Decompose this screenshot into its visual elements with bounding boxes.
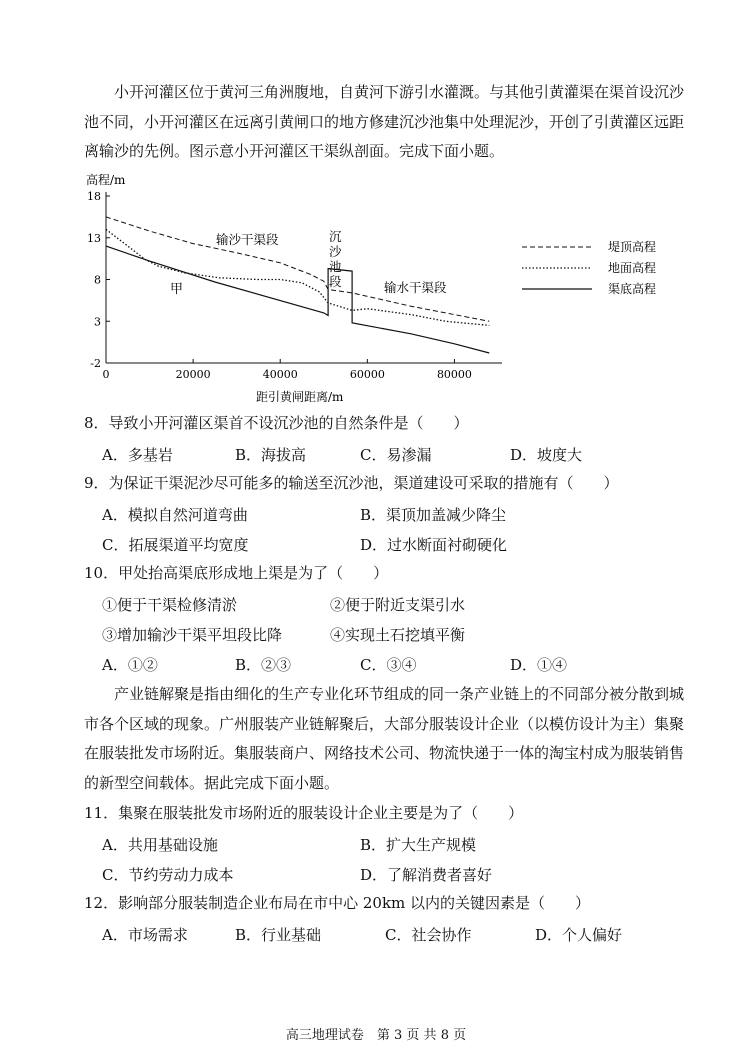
q8-option-b[interactable]: B．海拔高	[235, 446, 307, 464]
q10-option-a[interactable]: A．①②	[102, 656, 158, 674]
legend-label-ground: 地面高程	[608, 261, 657, 275]
label-basin-c2: 沙	[329, 244, 342, 259]
q9-option-d[interactable]: D．过水断面衬砌硬化	[360, 536, 508, 554]
q12-option-c[interactable]: C．社会协作	[385, 926, 472, 944]
q12-stem: 12．影响部分服装制造企业布局在市中心 20km 以内的关键因素是（ ）	[84, 894, 591, 912]
canal-profile-chart	[0, 168, 752, 408]
q11-option-d[interactable]: D．了解消费者喜好	[360, 866, 493, 884]
q9-option-b[interactable]: B．渠顶加盖减少降尘	[360, 506, 507, 524]
y-tick-label: 13	[87, 231, 101, 245]
x-tick-label: 80000	[436, 368, 472, 381]
q11-option-a[interactable]: A．共用基础设施	[102, 836, 218, 854]
q10-statement-3: ③增加输沙干渠平坦段比降	[102, 626, 283, 644]
q10-option-b[interactable]: B．②③	[235, 656, 292, 674]
label-basin-c4: 段	[329, 274, 342, 289]
x-tick-label: 40000	[262, 368, 298, 381]
q9-stem: 9．为保证干渠泥沙尽可能多的输送至沉沙池，渠道建设可采取的措施有（ ）	[84, 474, 619, 492]
y-tick-label: -2	[90, 357, 101, 370]
q8-option-a[interactable]: A．多基岩	[102, 446, 173, 464]
y-tick-label: 8	[94, 273, 101, 287]
q8-stem: 8．导致小开河灌区渠首不设沉沙池的自然条件是（ ）	[84, 414, 469, 432]
q12-option-d[interactable]: D．个人偏好	[535, 926, 623, 944]
q10-option-d[interactable]: D．①④	[510, 656, 568, 674]
chart-axes	[106, 192, 502, 363]
intro-paragraph-1: 小开河灌区位于黄河三角洲腹地，自黄河下游引水灌溉。与其他引黄灌渠在渠首设沉沙池不同，小开河灌区在远离引黄闸口的地方修建沉沙池集中处理泥沙，开创了引黄灌区远距离输沙的先例。图示意小开河灌区干渠纵剖面。完成下面小题。	[84, 83, 685, 160]
y-axis-label: 高程/m	[86, 173, 126, 187]
q9-option-a[interactable]: A．模拟自然河道弯曲	[102, 506, 248, 524]
q9-option-c[interactable]: C．拓展渠道平均宽度	[102, 536, 249, 554]
q12-option-a[interactable]: A．市场需求	[102, 926, 188, 944]
q10-statement-1: ①便于干渠检修清淤	[102, 596, 238, 614]
q11-option-b[interactable]: B．扩大生产规模	[360, 836, 477, 854]
page-footer: 高三地理试卷 第 3 页 共 8 页	[285, 1028, 467, 1043]
y-tick-label: 3	[94, 315, 101, 329]
q12-option-b[interactable]: B．行业基础	[235, 926, 322, 944]
y-tick-label: 18	[87, 190, 101, 203]
q11-stem: 11．集聚在服装批发市场附近的服装设计企业主要是为了（ ）	[84, 804, 524, 822]
legend	[522, 239, 656, 296]
q10-option-c[interactable]: C．③④	[360, 656, 417, 674]
legend-label-bottom: 渠底高程	[608, 282, 657, 296]
label-basin-c3: 池	[329, 259, 342, 274]
label-transport-segment: 输沙干渠段	[216, 232, 279, 247]
q8-option-c[interactable]: C．易渗漏	[360, 446, 432, 464]
label-basin-c1: 沉	[329, 229, 342, 244]
q10-statement-4: ④实现土石挖填平衡	[330, 626, 466, 644]
x-tick-label: 0	[102, 368, 110, 381]
legend-label-dike: 堤顶高程	[608, 240, 657, 254]
q10-statement-2: ②便于附近支渠引水	[330, 596, 466, 614]
q11-option-c[interactable]: C．节约劳动力成本	[102, 866, 234, 884]
q8-option-d[interactable]: D．坡度大	[510, 446, 583, 464]
series-line-1	[106, 229, 489, 325]
label-water-segment: 输水干渠段	[384, 280, 447, 295]
intro-paragraph-2: 产业链解聚是指由细化的生产专业化环节组成的同一条产业链上的不同部分被分散到城市各个区域的现象。广州服装产业链解聚后，大部分服装设计企业（以模仿设计为主）集聚在服装批发市场附近。集服装商户、网络技术公司、物流快递于一体的淘宝村成为服装销售的新型空间载体。据此完成下面小题。	[84, 685, 685, 792]
q10-stem: 10．甲处抬高渠底形成地上渠是为了（ ）	[84, 564, 389, 582]
x-tick-label: 20000	[175, 368, 211, 381]
x-axis-label: 距引黄闸距离/m	[256, 390, 344, 404]
label-jia: 甲	[170, 282, 184, 297]
series-line-2	[106, 246, 489, 353]
x-tick-label: 60000	[349, 368, 385, 381]
